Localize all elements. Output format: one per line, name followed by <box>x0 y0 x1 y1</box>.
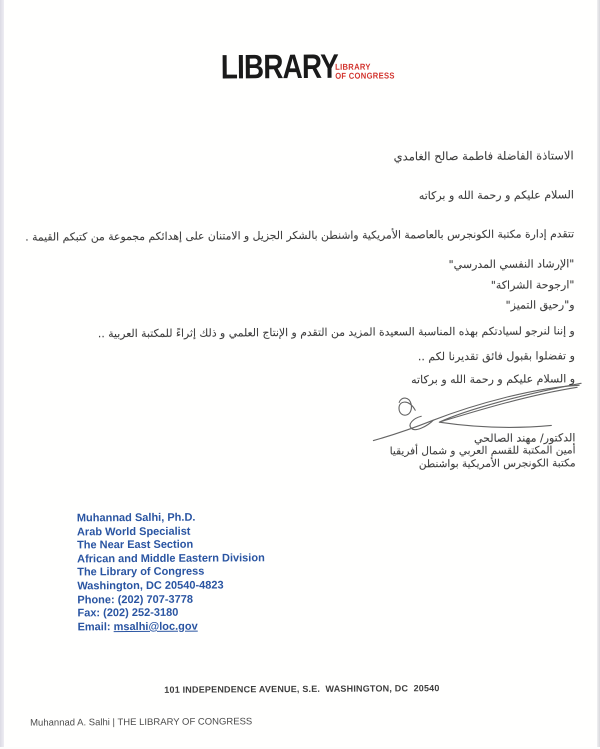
contact-line-email <box>78 620 266 635</box>
contact-line-address: Washington, DC 20540-4823 <box>77 579 224 593</box>
book-title-3: و"رحيق التميز" <box>505 298 575 312</box>
contact-line-role: Arab World Specialist <box>76 525 191 538</box>
logo-subtext <box>335 62 395 79</box>
signer-name: الدكتور/ مهند الصالحي <box>473 431 576 445</box>
closing-salam-line: و السلام عليكم و رحمة الله و بركاته <box>411 372 576 387</box>
book-title-2: "ارجوحة الشراكة" <box>490 278 575 292</box>
footer-address: 101 INDEPENDENCE AVENUE, S.E. WASHINGTON, DC 20540 <box>164 683 440 695</box>
logo-wordmark: LIBRARY <box>220 47 338 87</box>
book-title-1: "الإرشاد النفسي المدرسي" <box>448 257 575 272</box>
library-of-congress-logo <box>0 47 598 87</box>
wish-line: و إننا لنرجو لسيادتكم بهذه المناسبة السعيدة المزيد من التقدم و الإنتاج العلمي و ذلك إثراءً للمكتبة العربية .. <box>97 324 575 341</box>
contact-line-institution: The Library of Congress <box>77 565 205 579</box>
logo-subtext-line1: LIBRARY <box>335 61 372 72</box>
body-paragraph: تتقدم إدارة مكتبة الكونجرس بالعاصمة الأمريكية واشنطن بالشكر الجزيل و الامتنان على إهدائكم مجموعة من كتبكم القيمة . <box>25 227 575 244</box>
email-label: Email: <box>77 620 114 634</box>
email-link[interactable]: msalhi@loc.gov <box>113 620 198 633</box>
recipient-line: الاستاذة الفاضلة فاطمة صالح الغامدي <box>393 148 574 164</box>
contact-line-name: Muhannad Salhi, Ph.D. <box>76 511 196 525</box>
logo-subtext-line2: OF CONGRESS <box>335 69 396 81</box>
statusbar-caption: Muhannad A. Salhi | THE LIBRARY OF CONGRESS <box>30 716 253 729</box>
greeting-line: السلام عليكم و رحمة الله و بركاته <box>418 188 574 203</box>
contact-line-fax: Fax: (202) 252-3180 <box>77 606 179 620</box>
regards-line: و تفضلوا بقبول فائق تقديرنا لكم .. <box>417 349 575 364</box>
signer-title-1: أمين المكتبة للقسم العربي و شمال أفريقيا <box>389 444 576 458</box>
contact-line-section: The Near East Section <box>77 538 194 552</box>
signer-title-2: مكتبة الكونجرس الأمريكية بواشنطن <box>418 457 576 471</box>
contact-line-phone: Phone: (202) 707-3778 <box>77 593 193 606</box>
contact-line-division: African and Middle Eastern Division <box>77 551 265 566</box>
contact-block <box>77 511 265 634</box>
